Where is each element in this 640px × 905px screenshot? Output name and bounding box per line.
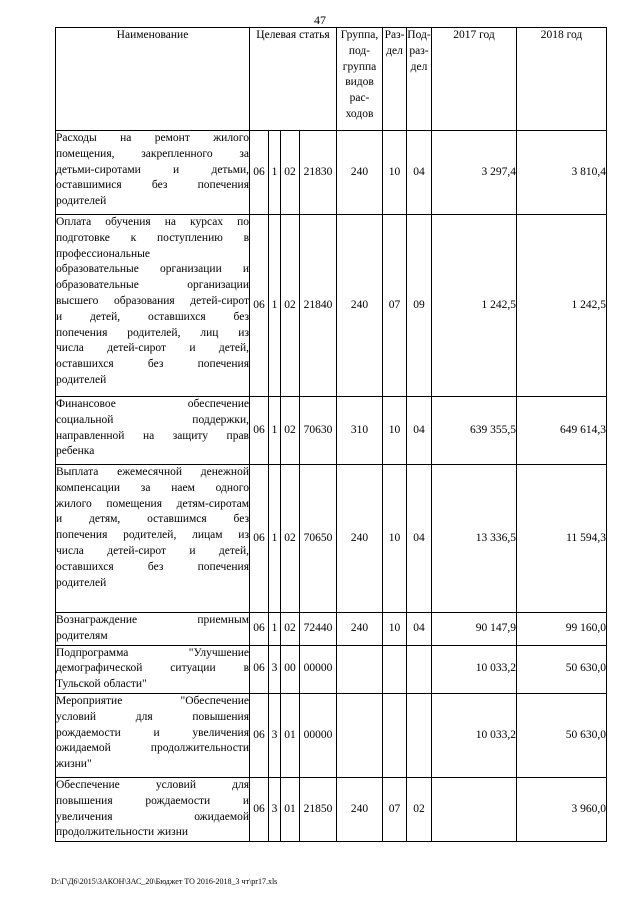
row-name-line: оставшихся без попечения	[56, 560, 249, 573]
amount-2017: 3 297,4	[432, 131, 517, 215]
header-text-line: дел	[410, 60, 428, 73]
page-number: 47	[314, 13, 326, 27]
header-section	[383, 28, 407, 131]
amount-2017	[432, 777, 517, 841]
subsection-code: 02	[407, 777, 432, 841]
row-name-line: и детей, оставшихся без	[56, 310, 249, 323]
target-activity-code: 01	[281, 777, 300, 841]
table-row	[56, 613, 607, 646]
table-header-row	[56, 28, 607, 131]
expense-group	[337, 645, 383, 693]
target-program-code: 06	[250, 693, 269, 777]
header-text-line: Группа,	[340, 29, 379, 41]
row-name-line: образовательные организации и	[56, 263, 249, 276]
row-name-line: оставшихся без попечения	[56, 358, 249, 371]
row-name-line: детьми-сиротами и детьми,	[56, 163, 249, 176]
row-name-line: Финансовое обеспечение	[56, 398, 249, 410]
row-name-line: рождаемости и увеличения	[56, 726, 249, 739]
target-program-code: 06	[250, 465, 269, 613]
row-name-line: родителям	[56, 629, 108, 642]
expense-group: 310	[337, 397, 383, 465]
target-subprogram-code: 1	[269, 397, 281, 465]
row-name-line: и детям, оставшимся без	[56, 513, 249, 526]
row-name-line: жилого помещения детям-сиротам	[56, 497, 249, 510]
row-name-line: социальной поддержки,	[56, 413, 249, 426]
row-name-line: Оплата обучения на курсах по	[56, 216, 249, 228]
header-text-line: под-	[348, 44, 371, 57]
row-name-line: продолжительности жизни	[56, 826, 189, 839]
row-name-line: попечения родителей, лицам из	[56, 529, 249, 542]
row-name-line: помещения, закрепленного за	[56, 147, 249, 160]
target-subprogram-code: 3	[269, 777, 281, 841]
amount-2017: 10 033,2	[432, 693, 517, 777]
row-name-line: числа детей-сирот и детей,	[56, 544, 249, 557]
target-activity-code: 02	[281, 215, 300, 397]
target-activity-code: 01	[281, 693, 300, 777]
target-subprogram-code: 1	[269, 131, 281, 215]
expense-group: 240	[337, 465, 383, 613]
header-text-line: дел	[386, 44, 403, 57]
amount-2017: 1 242,5	[432, 215, 517, 397]
target-activity-code: 02	[281, 613, 300, 646]
amount-2018: 50 630,0	[517, 645, 607, 693]
row-name-line: повышения рождаемости и	[56, 794, 249, 807]
amount-2018: 11 594,3	[517, 465, 607, 613]
amount-2017: 10 033,2	[432, 645, 517, 693]
section-code: 10	[383, 613, 407, 646]
section-code: 07	[383, 777, 407, 841]
header-text-line: Раз-	[384, 29, 405, 41]
row-name-line: подготовке к поступлению в	[56, 231, 249, 244]
row-name	[56, 215, 250, 397]
amount-2018: 3 810,4	[517, 131, 607, 215]
row-name-line: Вознаграждение приемным	[56, 614, 249, 626]
expense-group: 240	[337, 777, 383, 841]
row-name-line: Мероприятие "Обеспечение	[56, 694, 249, 707]
row-name-line: условий для повышения	[56, 710, 249, 723]
table-row	[56, 215, 607, 397]
expense-group	[337, 693, 383, 777]
subsection-code: 04	[407, 131, 432, 215]
target-program-code: 06	[250, 777, 269, 841]
target-direction-code: 00000	[300, 693, 337, 777]
section-code	[383, 645, 407, 693]
row-name	[56, 777, 250, 841]
amount-2018: 3 960,0	[517, 777, 607, 841]
row-name-line: ожидаемой продолжительности	[56, 742, 249, 755]
section-code: 07	[383, 215, 407, 397]
row-name-line: родителей	[56, 576, 107, 589]
header-text-line: Под-	[407, 29, 431, 41]
row-name-line: родителей	[56, 195, 107, 208]
row-name-line: Расходы на ремонт жилого	[56, 132, 249, 144]
target-activity-code: 00	[281, 645, 300, 693]
header-text-line: группа	[342, 60, 377, 73]
subsection-code	[407, 645, 432, 693]
row-name-line: высшего образования детей-сирот	[56, 294, 249, 307]
target-program-code: 06	[250, 397, 269, 465]
section-code: 10	[383, 465, 407, 613]
table-row	[56, 131, 607, 215]
target-subprogram-code: 1	[269, 215, 281, 397]
subsection-code	[407, 693, 432, 777]
amount-2017: 90 147,9	[432, 613, 517, 646]
subsection-code: 04	[407, 465, 432, 613]
amount-2018: 50 630,0	[517, 693, 607, 777]
row-name-line: профессиональные	[56, 247, 150, 260]
target-activity-code: 02	[281, 465, 300, 613]
row-name	[56, 465, 250, 613]
row-name-line: демографической ситуации в	[56, 662, 249, 675]
target-program-code: 06	[250, 613, 269, 646]
row-name-line: компенсации за наем одного	[56, 481, 249, 494]
row-name-line: направленной на защиту прав	[56, 429, 249, 442]
row-name-line: числа детей-сирот и детей,	[56, 342, 249, 355]
header-subsection	[407, 28, 432, 131]
amount-2017: 639 355,5	[432, 397, 517, 465]
subsection-code: 04	[407, 613, 432, 646]
expense-group: 240	[337, 613, 383, 646]
row-name-line: попечения родителей, лиц из	[56, 326, 249, 339]
row-name-line: жизни"	[56, 758, 92, 771]
target-direction-code: 70650	[300, 465, 337, 613]
target-direction-code: 21830	[300, 131, 337, 215]
target-program-code: 06	[250, 215, 269, 397]
target-subprogram-code: 3	[269, 645, 281, 693]
header-target-article: Целевая статья	[250, 28, 337, 131]
table-row	[56, 465, 607, 613]
target-direction-code: 72440	[300, 613, 337, 646]
row-name-line: ребенка	[56, 445, 95, 458]
target-direction-code: 21840	[300, 215, 337, 397]
expense-group: 240	[337, 215, 383, 397]
target-program-code: 06	[250, 131, 269, 215]
file-path-footer: D:\Г\Д6\2015\ЗАКОН\ЗАС_20\Бюджет ТО 2016-2018_3 чт\pr17.xls	[51, 877, 278, 886]
row-name-line: Обеспечение условий для	[56, 778, 249, 791]
target-direction-code: 70630	[300, 397, 337, 465]
budget-table	[55, 27, 607, 842]
target-direction-code: 21850	[300, 777, 337, 841]
row-name-line: образовательные организации	[56, 279, 249, 292]
amount-2018: 99 160,0	[517, 613, 607, 646]
header-text-line: видов	[345, 76, 374, 89]
target-activity-code: 02	[281, 131, 300, 215]
header-2018: 2018 год	[517, 28, 607, 131]
header-text-line: ходов	[345, 107, 374, 120]
header-text-line: рас-	[349, 92, 370, 105]
target-subprogram-code: 3	[269, 693, 281, 777]
amount-2018: 1 242,5	[517, 215, 607, 397]
subsection-code: 04	[407, 397, 432, 465]
section-code	[383, 693, 407, 777]
row-name-line: родителей	[56, 373, 107, 386]
row-name-line: оставшимися без попечения	[56, 179, 249, 192]
row-name	[56, 645, 250, 693]
header-text-line: раз-	[409, 44, 429, 57]
table-row	[56, 777, 607, 841]
target-subprogram-code: 1	[269, 613, 281, 646]
amount-2018: 649 614,3	[517, 397, 607, 465]
target-direction-code: 00000	[300, 645, 337, 693]
header-group	[337, 28, 383, 131]
row-name-line: увеличения ожидаемой	[56, 810, 249, 823]
header-name: Наименование	[56, 28, 250, 131]
target-activity-code: 02	[281, 397, 300, 465]
row-name-line: Выплата ежемесячной денежной	[56, 466, 249, 478]
subsection-code: 09	[407, 215, 432, 397]
row-name-line: Подпрограмма "Улучшение	[56, 646, 249, 659]
table-row	[56, 645, 607, 693]
section-code: 10	[383, 131, 407, 215]
row-name	[56, 397, 250, 465]
expense-group: 240	[337, 131, 383, 215]
row-name-line: Тульской области"	[56, 678, 147, 691]
table-row	[56, 397, 607, 465]
amount-2017: 13 336,5	[432, 465, 517, 613]
row-name	[56, 613, 250, 646]
header-2017: 2017 год	[432, 28, 517, 131]
row-name	[56, 693, 250, 777]
target-program-code: 06	[250, 645, 269, 693]
target-subprogram-code: 1	[269, 465, 281, 613]
section-code: 10	[383, 397, 407, 465]
table-row	[56, 693, 607, 777]
row-name	[56, 131, 250, 215]
